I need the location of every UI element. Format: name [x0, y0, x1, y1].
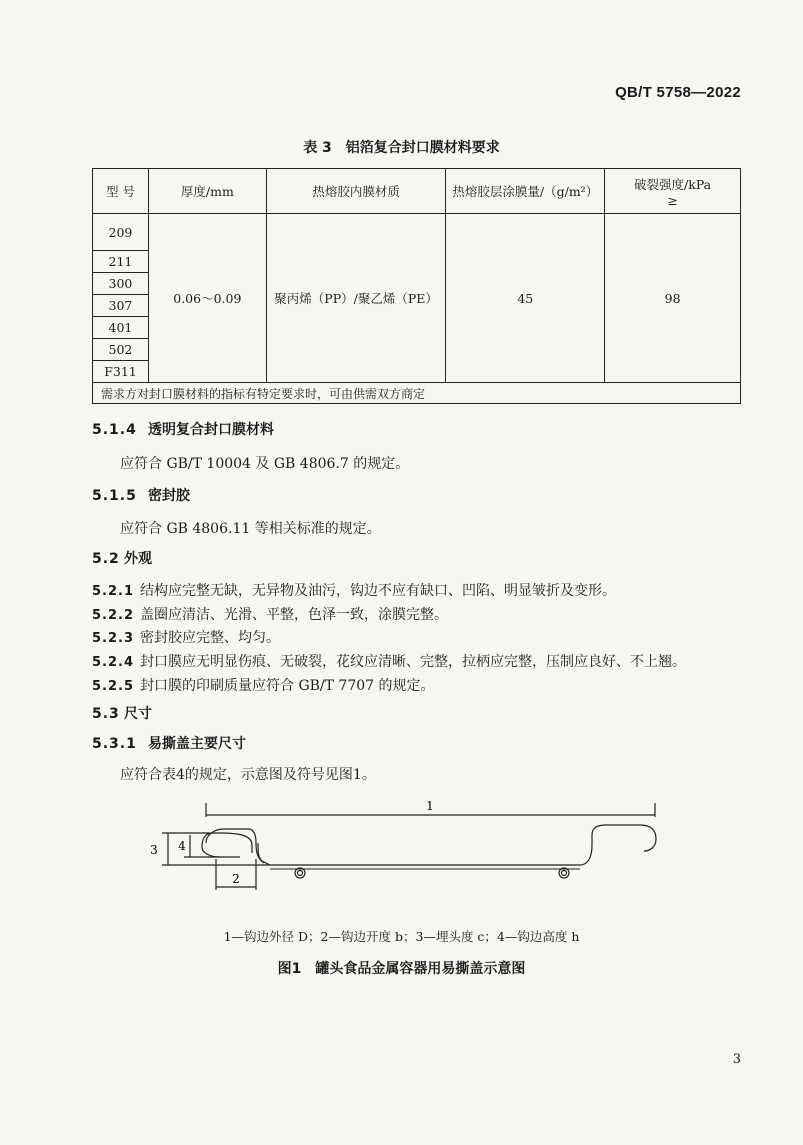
section-5-3-1-text: 应符合表4的规定，示意图及符号见图1。: [120, 767, 376, 783]
table-note: 需求方对封口膜材料的指标有特定要求时，可由供需双方商定: [93, 383, 741, 404]
figure-1-diagram: [140, 795, 680, 905]
header-model: 型 号: [93, 169, 149, 214]
model-cell: 211: [93, 251, 149, 273]
section-number: 5.1.4: [92, 422, 137, 438]
section-5-1-5-text: 应符合 GB 4806.11 等相关标准的规定。: [120, 521, 381, 537]
model-cell: 502: [93, 339, 149, 361]
section-5-2-4: [92, 651, 686, 671]
model-cell: 209: [93, 214, 149, 251]
model-cell: 307: [93, 295, 149, 317]
label-1: 1: [426, 799, 434, 813]
coating-cell: 45: [446, 214, 605, 383]
document-number: QB/T 5758—2022: [615, 84, 741, 101]
item-number: 5.2.5: [92, 679, 135, 694]
item-text: 盖圈应清洁、光滑、平整，色泽一致，涂膜完整。: [140, 607, 448, 623]
burst-cell: 98: [605, 214, 741, 383]
section-5-1-4-text: 应符合 GB/T 10004 及 GB 4806.7 的规定。: [120, 456, 410, 472]
section-title: 密封胶: [148, 488, 190, 504]
section-5-1-5-heading: [92, 485, 190, 505]
table-header-row: [93, 169, 741, 214]
section-title: 易撕盖主要尺寸: [148, 736, 246, 752]
item-number: 5.2.3: [92, 631, 135, 646]
item-number: 5.2.1: [92, 584, 135, 599]
section-title: 尺寸: [124, 706, 152, 722]
section-5-2-heading: [92, 548, 152, 568]
figure-1-title: 图1 罐头食品金属容器用易撕盖示意图: [277, 961, 526, 977]
item-number: 5.2.4: [92, 655, 135, 670]
header-thickness: 厚度/mm: [148, 169, 266, 214]
table-note-row: [93, 383, 741, 404]
label-2: 2: [232, 872, 240, 886]
section-5-2-3: [92, 627, 280, 647]
header-material: 热熔胶内膜材质: [266, 169, 446, 214]
item-text: 结构应完整无缺，无异物及油污，钩边不应有缺口、凹陷、明显皱折及变形。: [140, 583, 616, 599]
header-coating: 热熔胶层涂膜量/（g/m²）: [446, 169, 605, 214]
item-number: 5.2.2: [92, 608, 135, 623]
model-cell: 401: [93, 317, 149, 339]
header-burst-symbol: ≥: [667, 192, 678, 208]
label-4: 4: [178, 839, 186, 853]
thickness-cell: 0.06～0.09: [148, 214, 266, 383]
item-text: 封口膜的印刷质量应符合 GB/T 7707 的规定。: [140, 678, 435, 694]
model-cell: F311: [93, 361, 149, 383]
page-number: 3: [732, 1052, 741, 1067]
material-cell: 聚丙烯（PP）/聚乙烯（PE）: [266, 214, 446, 383]
label-3: 3: [150, 843, 158, 857]
section-5-2-5: [92, 675, 435, 695]
header-burst-unit: 破裂强度/kPa: [634, 176, 712, 192]
section-number: 5.3: [92, 706, 120, 722]
section-5-3-1-heading: [92, 733, 246, 753]
section-title: 透明复合封口膜材料: [148, 422, 274, 438]
section-number: 5.3.1: [92, 736, 137, 752]
section-5-2-1: [92, 580, 616, 600]
section-5-1-4-heading: [92, 419, 274, 439]
section-5-3-heading: [92, 703, 152, 723]
table-row: [93, 214, 741, 251]
table-3: [92, 168, 741, 404]
section-number: 5.2: [92, 551, 120, 567]
item-text: 密封胶应完整、均匀。: [140, 630, 280, 646]
section-5-2-2: [92, 604, 448, 624]
header-burst: [605, 169, 741, 214]
table-3-title: 表 3 铝箔复合封口膜材料要求: [303, 140, 500, 156]
item-text: 封口膜应无明显伤痕、无破裂，花纹应清晰、完整，拉柄应完整，压制应良好、不上翘。: [140, 654, 686, 670]
model-cell: 300: [93, 273, 149, 295]
section-number: 5.1.5: [92, 488, 137, 504]
section-title: 外观: [124, 551, 152, 567]
figure-1-caption: 1—钩边外径 D；2—钩边开度 b；3—埋头度 c；4—钩边高度 h: [223, 929, 580, 944]
